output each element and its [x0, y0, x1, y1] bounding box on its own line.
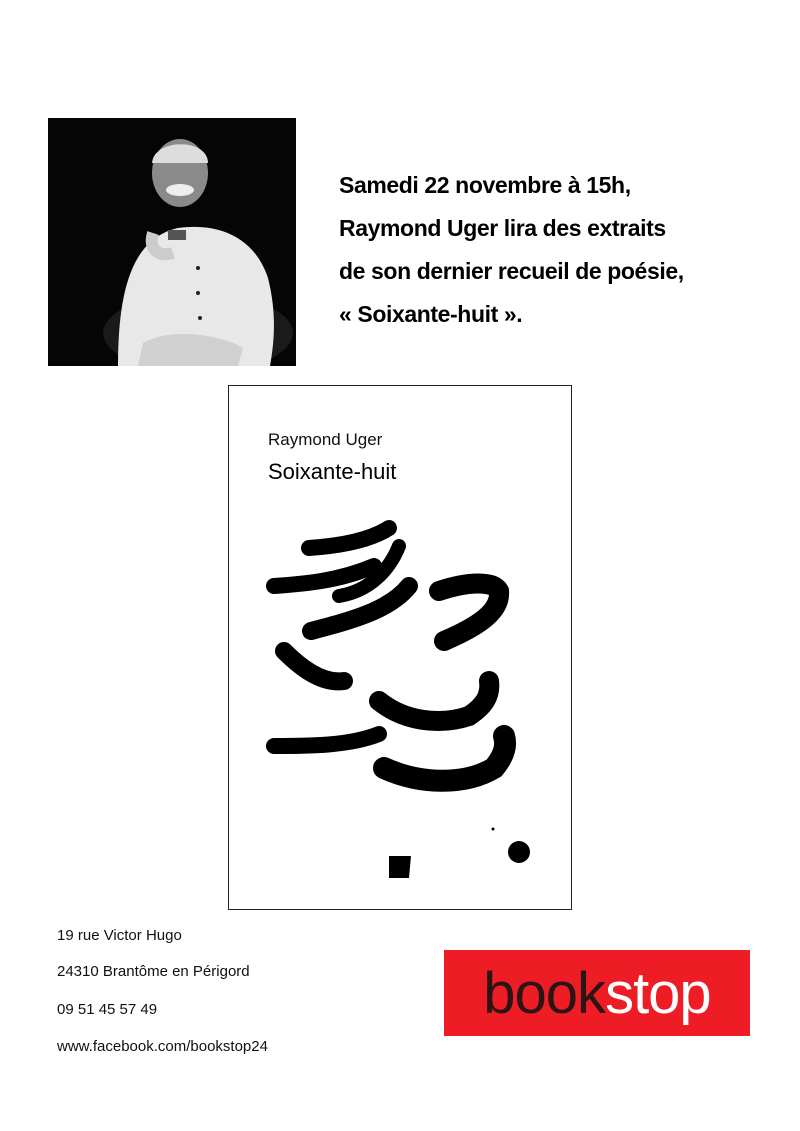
- logo-text-stop: stop: [605, 960, 711, 1026]
- headline-line: « Soixante-huit ».: [339, 301, 523, 327]
- headline-line: de son dernier recueil de poésie,: [339, 258, 684, 284]
- website-link[interactable]: www.facebook.com/bookstop24: [57, 1038, 268, 1055]
- book-cover: [228, 385, 572, 910]
- logo-text-book: book: [483, 960, 606, 1026]
- bookstop-logo: [444, 950, 750, 1036]
- phone-number: 09 51 45 57 49: [57, 1001, 158, 1018]
- address-city: 24310 Brantôme en Périgord: [57, 963, 250, 980]
- author-photo: [48, 118, 296, 366]
- publisher-logo-icon: [389, 856, 411, 878]
- event-announcement: [339, 164, 779, 336]
- address-street: 19 rue Victor Hugo: [57, 927, 182, 944]
- cover-author: Raymond Uger: [268, 430, 383, 449]
- headline-line: Samedi 22 novembre à 15h,: [339, 172, 631, 198]
- cover-title: Soixante-huit: [268, 459, 397, 484]
- headline-line: Raymond Uger lira des extraits: [339, 215, 666, 241]
